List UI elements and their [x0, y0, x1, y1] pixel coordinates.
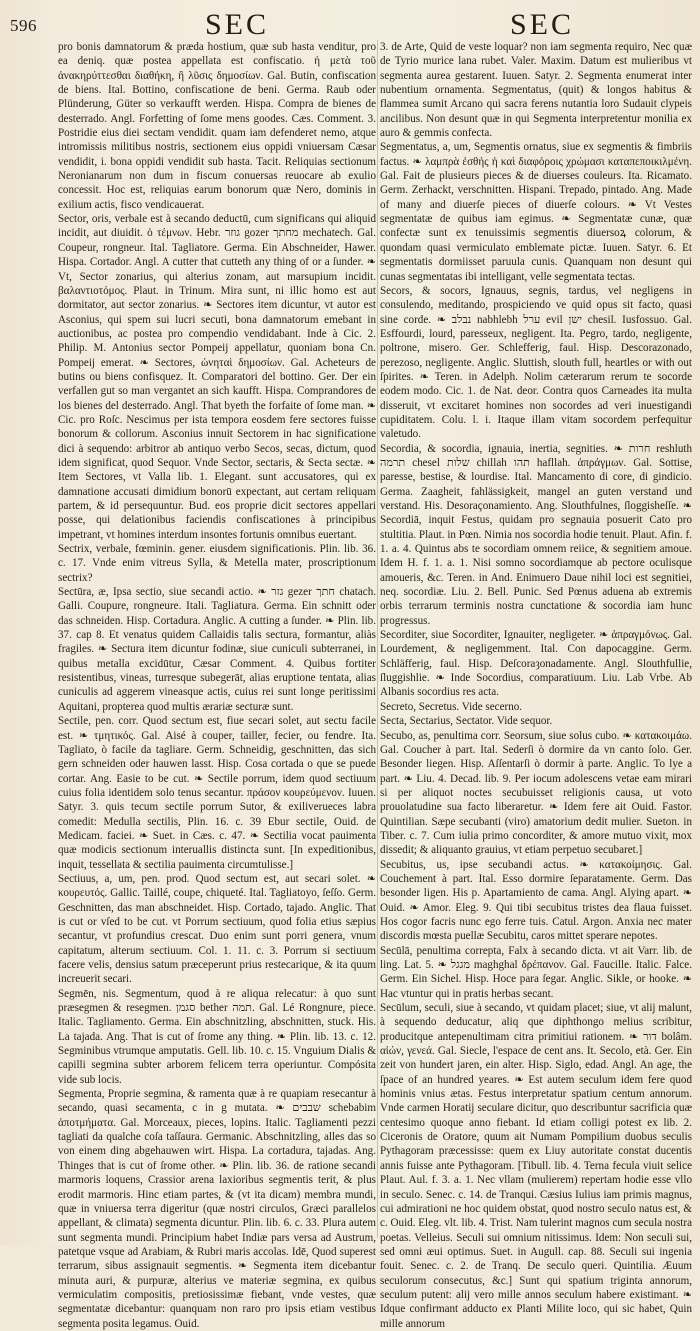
entry-segmenta-continued: 3. de Arte, Quid de veste loquar? non iam segmenta requiro, Nec quæ de Tyrio murice lana rubet. Valer. Maxim. Datum est mulieribus vt segmenta aurea gestarent. Iuuen. Satyr. 2. Segmenta enumerat inter nubentium ornamenta. Segmentatus, (quit) & longos habitus & flammea sumit Arcano qui sacra ferens nutantia loro Sudauit clypeis ancilibus. Non desunt quæ in qui Segmenta interpretentur monilia ex auro & gemmis confecta.: [380, 41, 692, 140]
entry-sectiuus: Sectiuus, a, um, pen. prod. Quod sectum est, aut secari solet. ❧ κουρευτός. Gallic. Taillé, coupe, chiqueté. Ital. Tagliatoyo, ſeſſo. Germ. Geschnitten, das man abschneidet. Hisp. Cortado, tajado. Anglic. That is cut or vſed to be cut. vt Porrum sectiuum, quod folia etius sæpius secantur, vt profundius crescat. Duo enim sunt porri genera, vnum capitatum, alterum sectiuum. Col. 1. 11. c. 3. Porrum si sectiuum facere velis, densius satum præceperunt prius restecarique, & ita quum increuerit secari.: [58, 872, 376, 986]
entry-secubo: Secubo, as, penultima corr. Seorsum, siue solus cubo. ❧ κατακοιμάω. Gal. Coucher à part. Ital. Sederſi ò dormire da vn canto ſolo. Ger. Besonder liegen. Hisp. Aſſentarſi ò dormir à parte. Anglic. To lye a part. ❧ Liu. 4. Decad. lib. 9. Per iocum adolescens vetae eam mirari si per aliquot noctes secubuisset religionis causa, ut voto prouolatudine sua facto liberaretur. ❧ Idem fere ait Ouid. Fastor. Quintilian. Sæpe secubanti (viro) amatorium dedit mulier. Sueton. in Tiber. c. 7. Cum iulia primo concorditer, & amore mutuo vixit, mox dissedit; & aliquanto grauius, vt etiam perpetuo secubaret.]: [380, 729, 692, 857]
entry-sector: Sector, oris, verbale est à secando deductū, cum significans qui aliquid incidit, aut diuidit. ὁ τέμνων. Hebr. גוזר gozer מחתך mechatech. Gal. Coupeur, rongneur. Ital. Tagliatore. Germa. Ein Abschneider, Hawer. Hispa. Cortador. Angl. A cutter that cutteth any thing of or a ſunder. ❧ Vt, Sector zonarius, qui alterius zonam, aut marsupium incidit. βαλαντιοτόμος. Plaut. in Trinum. Mira sunt, ni illic homo est aut dormitator, aut sector zonarius. ❧ Sectores item dicuntur, vt autor est Asconius, qui spem sui lucri secuti, bona damnatorum emebant in auctionibus, ac postea pro compendio vendidabant. Inde à Cic. 2. Philip. M. Antonius sector Pompeij appellatur, quoniam bona Cn. Pompeij emerat. ❧ Sectores, ὠνηταὶ δημοσίων. Gal. Acheteurs de butins ou biens confisquez. It. Comparatori del bottino. Ger. Der ein verfallen gut so man vergantet an sich kaufft. Hispa. Comprandores de los bienes del desterrado. Angl. That byeth the forfaite of ſome man. ❧ Cic. pro Roſc. Nescimus per ista tempora eosdem fere sectores fuisse bonorum & collorum. Asconius innuit Sectorem in hac significatione dici à sequendo: arbitror ab antiquo verbo Secos, secas, dictum, quod idem significat, quod Sequor. Vnde Sector, sectaris, & Secta sectæ. ❧ Item Sectores, vt Valla lib. 1. Elegant. sunt accusatores, qui ex damnatione accusati dimidium bonorū expectant, aut certam reliquam partem, & id persequuntur. Bud. eos proprie dicit sectores appellari posse, qui delationibus faciendis confiscationes à principibus impetrant, vt homines interdum insontes fortunis omnibus euertant.: [58, 213, 376, 541]
entry-segmen: Segmēn, nis. Segmentum, quod à re aliqua relecatur: à quo sunt præsegmen & resegmen. סגמן bether תמה. Gal. Lé Rongnure, piece. Italic. Tagliamento. Germa. Ein abschnitzling, abschnitten, stuck. His. La tajada. Ang. That is cut of ſrome any thing. ❧ Plin. lib. 13. c. 12. Segminibus vtrumque amputatis. Gell. lib. 10. c. 15. Vnguium Dialis & capilli segmina subter arborem felicem terra operiuntur. Compósita vide sub locis.: [58, 987, 377, 1086]
entry-secors: Secors, & socors, Ignauus, segnis, tardus, vel negligens in consulendo, meditando, prospiciendo ve quid opus sit facto, quasi sine corde. ❧ נבלב nabhlebh ערל evil ישן chesil. Iusfossuo. Gal. Esffourdi, lourd, paresseux, negligent. Ita. Pegro, tardo, negligente, poltrone, misero. Ger. Schlefferig, faul. Hisp. Descorazonado, perezoso, negligente. Anglic. Sluttish, slouth full, heartles or with out ſpirites. ❧ Teren. in Adelph. Nolim cæterarum rerum te socorde eodem modo. Cic. 1. de Nat. deor. Contra quos Carneades ita multa disseruit, vt excitaret homines non socordes ad veri inuestigandi cupiditatem. Colu. l. i. Itaque illam vitam socordem perfequitur valetudo.: [380, 284, 692, 441]
left-column: [58, 40, 377, 1330]
entry-seculum: Secūlum, seculi, siue à secando, vt quidam placet; siue, vt alij malunt, à sequendo deducatur, aliq que diphthongo melius scribitur, producitque antepenultimam citra primitiui rationem. ❧ דור bolâm. αἰών, γενεά. Gal. Siecle, l'espace de cent ans. It. Secolo, età. Ger. Ein zeit von hundert jaren, ein alter. Hisp. Siglo, edad. Angl. An age, the ſpace of an hundred yeares. ❧ Est autem seculum idem fere quod hominis vnius ætas. Festus interpretatur spatium centum annorum. Vnde carmen Horatij seculare dicitur, quo describuntur sacrificia quæ centesimo quoque anno fiebant. Id etiam colligi potest ex lib. 2. Ciceronis de Oratore, quum ait Numam Pompilium duobus seculis Pythagoram præcessisse: quem ex Liuy autoritate constat ducentis annis fuisse ante Pythagoram. [Tibull. lib. 4. Terna fecula viuit selice Plaut. Aul. f. 3. a. 1. Nec vllam (mulierem) repertam hodie esse vllo in seculo. Senec. c. 14. de Tranqui. Cæsius Iulius iam primis magnus, cui admirationi ne hoc quidem obstat, quod nostro seculo natus est, & c. Ouid. Eleg. vlt. lib. 4. Trist. Nam tulerint magnos cum secula nostra poetas. Velleius. Seculi sui omnium nitissimus. Idem: Non seculi sui, sed omni æui optimus. Suet. in Augull. cap. 88. Seculi sui ingenia fouit. Senec. c. 2. de Tranq. De seculo queri. Quintilia. Æuum seculorum consecutus, &c.] Sunt qui spatium triginta annorum, seculum putent: alij vero mille annos seculum habere existimant. ❧ Idque confirmant adducto ex Planti Milite loco, qui sic habet, Quin mille annorum: [380, 1002, 692, 1330]
entry-segmenta: Segmenta, Proprie segmina, & ramenta quæ à re quapiam resecantur à secando, quasi secamenta, c in g mutata. ❧ שבבים schebabim ἀποτμήματα. Gal. Morceaux, pieces, lopins. Italic. Tagliamenti pezzi tagliati da qualche coſa taſſaura. Germanic. Abschnitzling, alles das so von einem ding abgehauwen wirt. Hispa. La cortadura, tajadas. Ang. Thinges that is cut of ſrome other. ❧ Plin. lib. 36. de ratione secandi marmoris loquens, Crassior arena laxioribus segmentis terit, & plus erodit marmoris. Hinc etiam partes, & (vt ita dicam) membra mundi, quæ in vniuersa terra digeritur (quæ nostri circulos, Græci parallelos appellant, & climata) segmenta dicuntur. Plin. lib. 6. c. 33. Plura autem sunt segmenta mundi. Principium habet Indiæ pars versa ad Austrum, patetque vsque ad Arabiam, & Rubri maris accolas. Idē, Quod superest terrarum, sibus assignauit segmentis. ❧ Segmenta item dicebantur minuta auri, & purpuræ, alterius ve materiæ segmina, ex quibus vermiculatim compositis, pretiosissimæ fiebant, vnde vestes, quæ segmentatæ dicebantur: quanquam non raro pro ipsis etiam vestibus segmenta posita legamus. Ouid.: [58, 1088, 377, 1330]
right-column: [380, 40, 692, 1330]
column-divider: [377, 40, 378, 1238]
entry-secta: Secta, Sectarius, Sectator. Vide sequor.: [380, 715, 553, 728]
entry-secorditer: Secorditer, siue Socorditer, Ignauiter, negligeter. ❧ ἀπραγμόνως. Gal. Lourdement, & negligemment. Ital. Con dapocaggine. Germ. Schläfferig, faul. Hisp. Deſcoraȝonadamente. Angl. Slouthfullie, ſluggishlie. ❧ Inde Socordius, comparatiuum. Liu. Lab Vrbe. Ab Albanis socordius res acta.: [380, 629, 692, 699]
entry-sectio-continued: pro bonis damnatorum & præda hostium, quæ sub hasta venditur, pro ea deniq. quæ postea appellata est confiscatio. ἡ μετὰ τοῦ ἀνακηρύττεσθαι διαθήκη, ἢ λῦσις δημοσίων. Gal. Butin, confiscation de biens. Ital. Bottino, confiscatione de beni. Germa. Raub oder Plünderung, Güter so verkaufft werden. Hispa. Compra de bienes de desterrado. Angl. Forfetting of ſome mens goodes. Cæs. Comment. 3. Postridie eius diei sectam vendidit. quam iam defenderet nemo, atque intromissis militibus nostris, sectionem eius oppidi vniuersam Cæsar vendidit, i. bona oppidi vendidit sub hasta. Tacit. Reliquias sectionum Neronianarum non dum in fiscum conuersas reuocare ab exulio concessit. Hoc est, reliquias earum bonorum quæ Nero, dominis in exilium actis, fisco vendicauerat.: [58, 41, 376, 211]
page-number: 596: [10, 16, 37, 35]
running-head-right: SEC: [510, 8, 575, 41]
running-head-left: SEC: [205, 8, 270, 41]
running-head: [0, 6, 700, 40]
entry-sectura: Sectūra, æ, Ipsa sectio, siue secandi actio. ❧ גזר gezer חתך chatach. Galli. Coupure, rongneure. Itali. Tagliatura. Germa. Ein schnitt oder das schneiden. Hisp. Cortadura. Anglic. A cutting a ſunder. ❧ Plin. lib. 37. cap 8. Et venatus quidem Callaidis talis sectura, formantur, aliàs fragiles. ❧ Sectura item dicuntur fodinæ, siue cuniculi subterranei, in quibus metalla excidūtur, Cæsar Comment. 4. Quibus fortiter resistentibus, vineas, turresque subegerāt, alias eruptione tentata, alias cuniculis ad aggerem vineasque actis, cuius rei sunt longe peritissimi Aquitani, propterea quod multis ærariæ secturæ sunt.: [58, 586, 377, 713]
entry-secubitus: Secubitus, us, ipse secubandi actus. ❧ κατακοίμησις. Gal. Couchement à part. Ital. Esso dormire ſeparatamente. Germ. Das besonder ligen. His p. Apartamiento de cama. Angl. Alying apart. ❧ Ouid. ❧ Amor. Eleg. 9. Qui tibi secubitus tristes dea flaua fuisset. Hos cogor facris nunc ego ferre tuis. Catul. Argon. Anxia nec mater discordis mœsta puellæ Secubitu, caros mittet sperare nepotes.: [380, 858, 692, 943]
entry-sectrix: Sectrix, verbale, fœminin. gener. eiusdem significationis. Plin. lib. 36. c. 17. Vnde enim vitreus Sylla, & Metella mater, proscriptionum sectrix?: [58, 543, 376, 584]
entry-secordia: Secordia, & socordia, ignauia, inertia, segnities. ❧ חרות reshluth תרמה chesel שלות chillah תהו hafllah. ἀπράγμων. Gal. Sottise, paresse, bestise, & lourdise. Ital. Mancamento di core, di gindicio. Germa. Zaagheit, fahlässigkeit, mangel an guten verstand und verstand. His. Desoraçonamiento. Ang. Slouthfulnes, ſloggisheſſe. ❧ Secordiā, inquit Festus, quidam pro segnauia posuerit Cato pro stultitia. Plaut. in Pœn. Nimia nos socordia hodie tenuit. Plaut. Afin. f. 1. a. 4. Quintus abs te socordiam omnem reiice, & segnitiem amoue. Idem H. f. 1. a. 1. Nisi somno socordiamque ab pectore oculisque amoueris, &c. Teren. in And. Enimuero Daue nihil loci est segnitiei, neq. socordiæ. Liu. 2. Bell. Punic. Sed Pœnus aduena ab extremis orbis terrarum terminis nostra cunctatione & socordia iam hunc progressus.: [380, 442, 692, 627]
entry-sectile: Sectile, pen. corr. Quod sectum est, fiue secari solet, aut sectu facile est. ❧ τμητικός. Gal. Aisé à couper, tailler, fecier, ou fendre. Ita. Tagliato, ò facile da tagliare. Germ. Schneidig, geschnitten, das sich gern schneiden oder hauwen lasst. Hisp. Cosa cortada o que se puede cortar. Ang. Easie to be cut. ❧ Sectile porrum, idem quod sectiuum cuius folia identidem solo tenus secantur. πράσον κουρεύμενον. Iuuen. Satyr. 3. quis tecum sectile porrum Sutor, & exiliverueces labra comedit: Medulla sectilis, Plin. 16. c. 39 Ebur sectile, Ouid. de Medicam. faciei. ❧ Suet. in Cæs. c. 47. ❧ Sectilia vocat pauimenta quæ modicis sectionum interuallis distincta sunt. [In expeditionibus, inquit, tessellata & sectilia pauimenta circumtulisse.]: [58, 715, 376, 871]
entry-secreto: Secreto, Secretus. Vide secerno.: [380, 700, 523, 713]
entry-segmentatus: Segmentatus, a, um, Segmentis ornatus, siue ex segmentis & fimbriis factus. ❧ λαμπρὰ ἐσθής ἡ καὶ διαφόροις χρώμασι καταπεποικιλμένη. Gal. Fait de plusieurs pieces & de diuerses couleurs. Ita. Ricamato. Germ. Zerhackt, verschnitten. Hispani. Trepado, pintado. Ang. Made of many and diuerſe pieces of diuerſe colours. ❧ Vt Vestes segmentatæ de quibus iam egimus. ❧ Segmentatæ cunæ, quæ confectæ sunt ex tenuissimis segmentis diuersoꝝ colorum, & quondam quasi vermiculato emblemate pictæ. Iuuen. Satyr. 6. Et segmentatis dormiisset paruula cunis. Quanquam non desunt qui cunas segmentatas ibi intelligant, velle segmentata tectas.: [380, 141, 692, 283]
entry-secula: Secūlā, penultima correpta, Falx à secando dicta. vt ait Varr. lib. de ling. Lat. 5. ❧ מגגל maghghal δρέπανον. Gal. Faucille. Italic. Falce. Germ. Ein Sichel. Hisp. Hoce para ſegar. Anglic. Sikle, or hooke. ❧ Hac vtuntur qui in pratis herbas secant.: [380, 944, 692, 1000]
